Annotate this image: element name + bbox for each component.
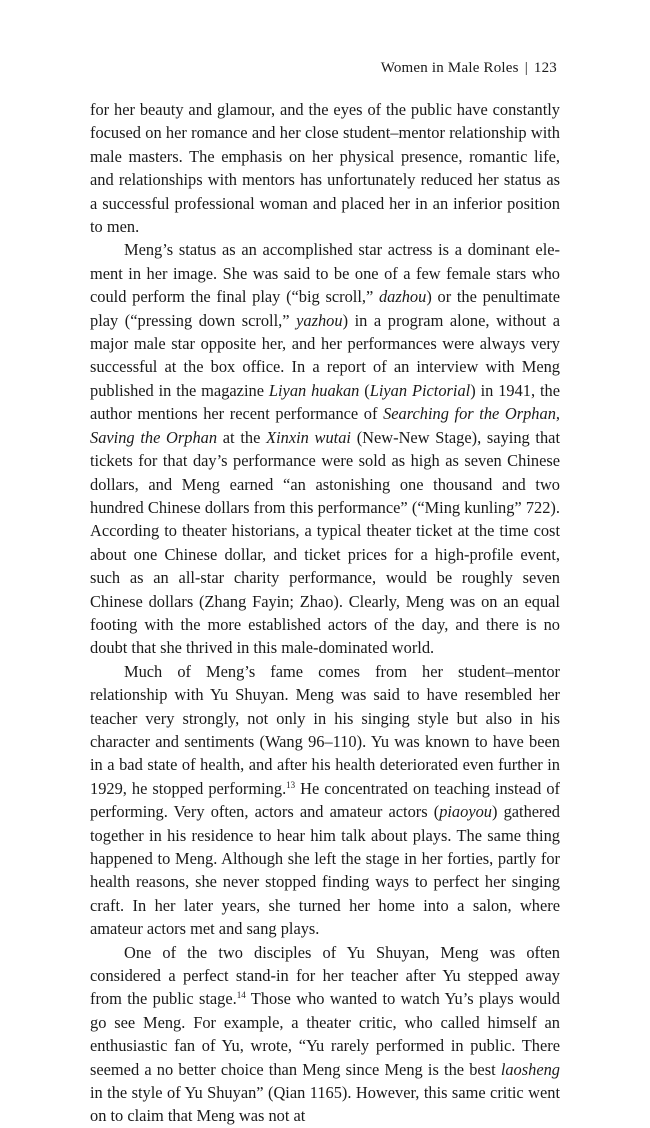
text-run: for her beauty and glamour, and the eyes of the public have constantly focused on her romance and her close student–mentor relationship with male masters. The emphasis on her physical presence, romantic life, and relationships with mentors has unfortunately reduced her status as a successful professional woman and placed her in an inferior position to men. <box>90 100 560 237</box>
text-run: ) in 1941, the author mentions her recent performance of <box>90 380 560 424</box>
paragraph-1 <box>90 98 560 238</box>
text-run: Much of Meng’s fame comes from her student–mentor relationship with Yu Shuyan. Meng was said to have resembled her teacher very strongly, not only in his singing style but also in his character and sentiments (Wang 96–110). Yu was known to have been in a bad state of health, and after his health deteriorated even further in 1929, he stopped performing. <box>90 661 560 798</box>
footnote-marker: 14 <box>236 990 246 1001</box>
text-run: ( <box>359 380 370 400</box>
paragraph-4 <box>90 941 560 1128</box>
text-run: ) in a program alone, without a major male star opposite her, and her performances were always very successful at the box office. In a report of an interview with Meng published in the magazine <box>90 310 561 400</box>
text-run: Those who wanted to watch Yu’s plays would go see Meng. For example, a theater critic, who called himself an enthusiastic fan of Yu, wrote, “Yu rarely performed in public. There seemed a no better choice than Meng since Meng is the best <box>90 989 560 1079</box>
running-head <box>381 60 557 77</box>
italic-term: laosheng <box>500 1059 560 1079</box>
page-body <box>90 98 560 1128</box>
footnote-marker: 13 <box>286 779 296 790</box>
italic-term: dazhou <box>378 287 427 307</box>
italic-term: Searching for the Orphan, Saving the Orphan <box>90 404 560 447</box>
text-run: ) or the penultimate play (“pressing down scroll,” <box>90 287 560 330</box>
text-run: He concentrated on teaching instead of performing. Very often, actors and amateur actors ( <box>90 778 560 822</box>
italic-term: Liyan Pictorial <box>369 380 471 400</box>
italic-term: Liyan huakan <box>268 380 360 400</box>
italic-term: Xinxin wutai <box>266 427 351 447</box>
header-separator: | <box>524 60 528 76</box>
text-run: ) gathered together in his residence to hear him talk about plays. The same thing happened to Meng. Although she left the stage in her forties, partly for health reasons, she never stopped finding ways to perfect her singing craft. In her later years, she turned her home into a salon, where amateur actors met and sang plays. <box>90 802 560 939</box>
text-run: at the <box>217 427 267 447</box>
paragraph-3 <box>90 660 560 941</box>
text-run: (New-New Stage), saying that tickets for that day’s performance were sold as high as seven Chinese dollars, and Meng earned “an astonishing one thousand and two hundred Chinese dollars from this performance” (“Ming kunling” 722). According to theater historians, a typical theater ticket at the time cost about one Chinese dollar, and ticket prices for a high-profile event, such as an all-star charity performance, would be roughly seven Chinese dollars (Zhang Fayin; Zhao). Clearly, Meng was on an equal footing with the more established actors of the day, and there is no doubt that she thrived in this male-dominated world. <box>90 427 561 658</box>
text-run: One of the two disciples of Yu Shuyan, Meng was often considered a perfect stand-in for her teacher after Yu stepped away from the public stage. <box>90 942 560 1009</box>
italic-term: yazhou <box>296 310 343 330</box>
text-run: Meng’s status as an accomplished star actress is a dominant element in her image. She was said to be one of a few female stars who could perform the final play (“big scroll,” <box>90 240 560 307</box>
paragraph-2 <box>90 238 560 659</box>
page-number: 123 <box>533 60 557 76</box>
running-title: Women in Male Roles <box>380 60 519 76</box>
text-run: in the style of Yu Shuyan” (Qian 1165). However, this same critic went on to claim that Meng was not at <box>90 1083 560 1126</box>
italic-term: piaoyou <box>439 802 492 822</box>
